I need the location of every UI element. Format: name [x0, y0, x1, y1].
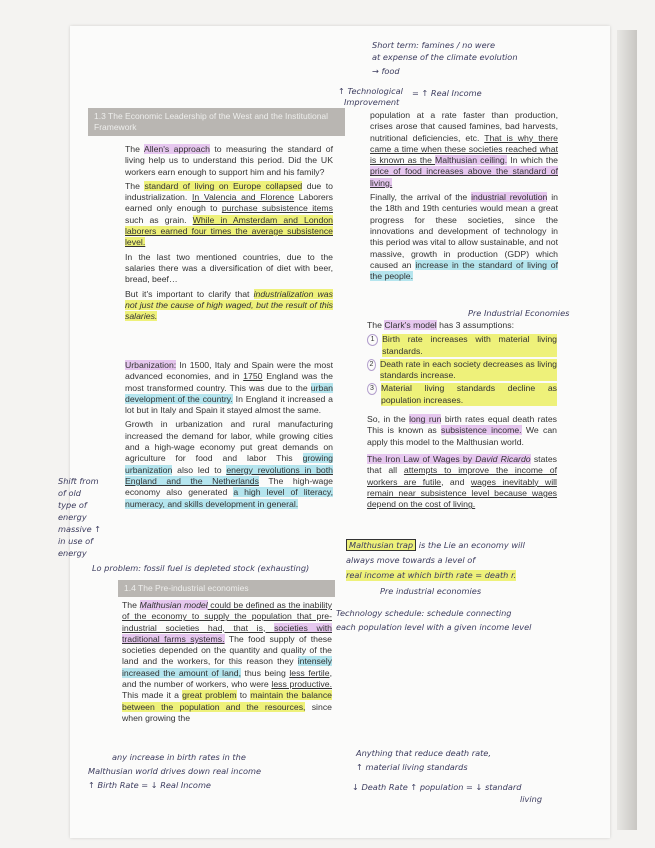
note-tech-schedule-1: Technology schedule: schedule connecting: [336, 608, 512, 618]
note-bottom-right-2: ↑ material living standards: [356, 762, 468, 772]
paragraph-urbanization: Urbanization: In 1500, Italy and Spain were the most advanced economies, and in 1750 England was the most transformed country. This was due to the urban development of the country. In England it increased a lot but in Italy and Spain it stayed almost the same.: [125, 360, 334, 416]
number-circle: 2: [367, 359, 376, 371]
note-bottom-right-1: Anything that reduce death rate,: [356, 748, 491, 758]
page-edge: [617, 30, 637, 830]
note-bottom-right-3: ↓ Death Rate ↑ population = ↓ standard: [352, 782, 522, 792]
note-bottom-right-4: living: [520, 794, 543, 804]
margin-note-7: energy: [58, 548, 87, 558]
paragraph-industrialization: But it's important to clarify that industrialization was not just the cause of high waged, but the result of this salaries.: [125, 288, 333, 322]
left-column-malthusian: [122, 600, 332, 727]
margin-note-3: type of: [58, 500, 87, 510]
note-tech-1: ↑ Technological: [338, 86, 403, 96]
margin-note-6: in use of: [58, 536, 94, 546]
note-pre-industrial-2: Pre industrial economies: [380, 586, 482, 596]
clark-item-3: 3 Material living standards decline as population increases.: [367, 383, 557, 406]
note-short-term: Short term: famines / no were: [372, 40, 496, 50]
margin-note-5: massive ↑: [58, 524, 102, 534]
paragraph-long-run: So, in the long run birth rates equal death rates This is known as subsistence income. We can apply this model to the Malthusian world.: [367, 414, 557, 447]
left-column-top: [125, 144, 333, 325]
clark-item-2: 2 Death rate in each society decreases as living standards increase.: [367, 359, 557, 382]
note-tech-schedule-2: each population level with a given income level: [336, 622, 532, 632]
note-food: → food: [372, 66, 400, 76]
note-bottom-left-3: ↑ Birth Rate = ↓ Real Income: [88, 780, 211, 790]
note-pre-industrial-1: Pre Industrial Economies: [468, 308, 570, 318]
note-tech-2: = ↑ Real Income: [412, 88, 482, 98]
right-column-clark: [367, 320, 557, 513]
left-column-urbanization: [125, 360, 333, 513]
paragraph-allen: The Allen's approach to measuring the standard of living help us to understand this period. Did the UK workers earn enough to support him and his family?: [125, 144, 333, 177]
margin-note-4: energy: [58, 512, 87, 522]
note-expense: at expense of the climate evolution: [372, 52, 518, 62]
paragraph-population: population at a rate faster than production, crises arose that caused famines, bad harvests, nutritional deficiencies, etc. That is why there came a time when these societies reached what is known as the Malthusian ceiling. In which the price of food increases above the standard of living.: [370, 110, 559, 188]
clark-intro: The Clark's model has 3 assumptions:: [367, 320, 515, 330]
paragraph-malthusian: The Malthusian model could be defined as the inability of the economy to supply the population that pre-industrial societies had, that is, societies with traditional farms systems. The food supply of these societies depended on the quantity and quality of the land and the workers, for this reason they intensely increased the amount of land, thus being less fertile, and the number of workers, who were less productive. This made it a great problem to maintain the balance between the population and the resources, since when growing the: [122, 600, 332, 723]
paragraph-industrial-revolution: Finally, the arrival of the industrial revolution in the 18th and 19th centuries would mean a great progress for these societies, since the innovations and development of technology in this period was vital to allow sustainable, and not massive, growth in production (GDP) which caused an increase in the standard of living of the people.: [370, 192, 559, 282]
note-malthusian-trap: Malthusian trap is the Lie an economy will: [346, 540, 525, 551]
note-bottom-left-1: any increase in birth rates in the: [112, 752, 246, 762]
note-tech-3: Improvement: [344, 97, 400, 107]
paragraph-standard-living: The standard of living on Europe collapsed due to industrialization. In Valencia and Florence Laborers earned only enough to purchase subsistence items such as grain. While in Amsterdam and London laborers earned four times the average subsistence level.: [125, 180, 334, 248]
clark-item-1: 1 Birth rate increases with material living standards.: [367, 334, 557, 357]
paragraph-growth: Growth in urbanization and rural manufacturing increased the demand for labor, while growing cities and a high-wage economy put great demands on agriculture for food and labor This growing urbanization also led to energy revolutions in both England and the Netherlands The high-wage economy also generated a high level of literacy, numeracy, and skills development in general.: [125, 419, 334, 509]
note-trap-3: real income at which birth rate = death r.: [346, 570, 517, 580]
paragraph-diet: In the last two mentioned countries, due to the salaries there was a diversification of diet with beer, bread, beef…: [125, 251, 333, 285]
margin-note-2: of old: [58, 488, 81, 498]
note-bottom-left-2: Malthusian world drives down real income: [88, 766, 262, 776]
paragraph-iron-law: The Iron Law of Wages by David Ricardo states that all attempts to improve the income of workers are futile, and wages inevitably will remain near subsistence level because wages depend on the cost of living.: [367, 453, 558, 510]
number-circle: 1: [367, 334, 378, 346]
note-fossil: Lo problem: fossil fuel is depleted stock (exhausting): [92, 563, 310, 573]
section-header-2: 1.4 The Pre-industrial economies: [118, 580, 335, 597]
margin-note-1: Shift from: [58, 476, 99, 486]
note-trap-2: always move towards a level of: [346, 555, 476, 565]
right-column-top: [370, 110, 558, 285]
section-header-1: 1.3 The Economic Leadership of the West and the Institutional Framework: [88, 108, 345, 136]
number-circle: 3: [367, 383, 377, 395]
